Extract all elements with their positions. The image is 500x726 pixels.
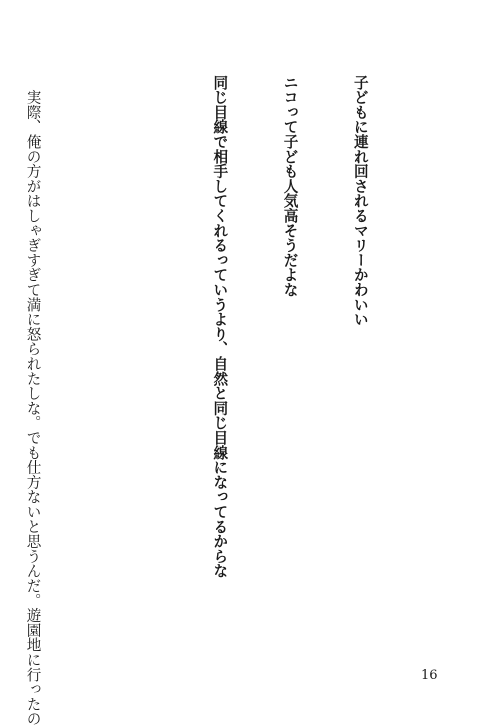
paragraph-gap bbox=[115, 75, 138, 675]
page-number: 16 bbox=[421, 668, 438, 683]
chat-line-3: 同じ目線で相手してくれるっていうより、自然と同じ目線になってるからな bbox=[211, 75, 229, 579]
narration-line-1: 実際、俺の方がはしゃぎすぎて満に怒られたしな。でも仕方ないと思うんだ。遊園地に行ったの bbox=[24, 75, 42, 726]
chat-line-2: ニコって子ども人気高そうだよな bbox=[281, 75, 299, 297]
chat-line-1: 子どもに連れ回されるマリーかわいい bbox=[351, 75, 369, 327]
